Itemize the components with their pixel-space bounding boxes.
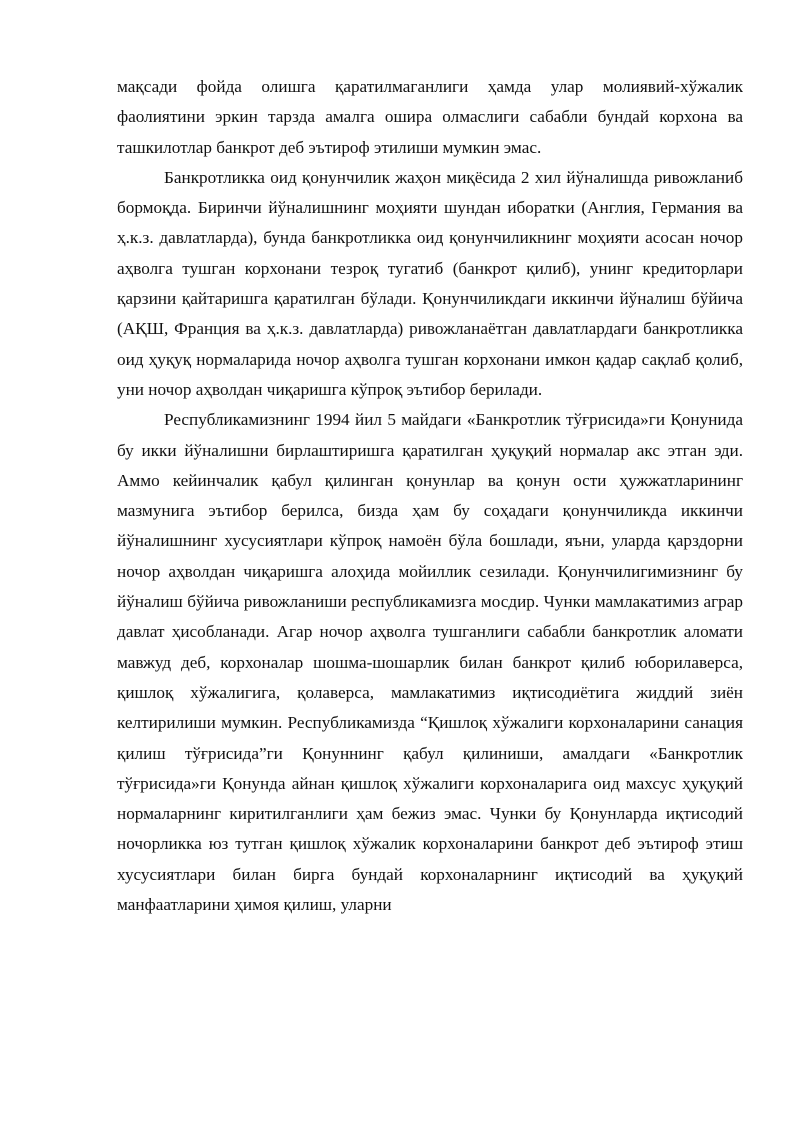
paragraph-bankruptcy-directions: Банкротликка оид қонунчилик жаҳон миқёсида 2 хил йўналишда ривожланиб бормоқда. Биринчи йўналишнинг моҳияти шундан иборатки (Англия, Германия ва ҳ.к.з. давлатларда), бунда банкротликка оид қонунчиликнинг моҳияти асосан ночор аҳволга тушган корхонани тезроқ тугатиб (банкрот қилиб), унинг кредиторлари қарзини қайтаришга қаратилган бўлади. Қонунчиликдаги иккинчи йўналиш бўйича (АҚШ, Франция ва ҳ.к.з. давлатларда) ривожланаётган давлатлардаги банкротликка оид ҳуқуқ нормаларида ночор аҳволга тушган корхонани имкон қадар сақлаб қолиб, уни ночор аҳволдан чиқаришга кўпроқ эътибор берилади. <box>117 167 743 399</box>
paragraph-continuation: мақсади фойда олишга қаратилмаганлиги ҳамда улар молиявий-хўжалик фаолиятини эркин тарзда амалга ошира олмаслиги сабабли бундай корхона ва ташкилотлар банкрот деб эътироф этилиши мумкин эмас. <box>117 77 743 157</box>
document-page <box>117 72 743 920</box>
paragraph-republic-law: Республикамизнинг 1994 йил 5 майдаги «Банкротлик тўғрисида»ги Қонунида бу икки йўналишни бирлаштиришга қаратилган ҳуқуқий нормалар акс этган эди. Аммо кейинчалик қабул қилинган қонунлар ва қонун ости ҳужжатларининг мазмунига эътибор берилса, бизда ҳам бу соҳадаги қонунчиликда иккинчи йўналишнинг хусусиятлари кўпроқ намоён бўла бошлади, яъни, уларда қарздорни ночор аҳволдан чиқаришга алоҳида мойиллик сезилади. Қонунчилигимизнинг бу йўналиш бўйича ривожланиши республикамизга мосдир. Чунки мамлакатимиз аграр давлат ҳисобланади. Агар ночор аҳволга тушганлиги сабабли банкротлик аломати мавжуд деб, корхоналар шошма-шошарлик билан банкрот қилиб юборилаверса, қишлоқ хўжалигига, қолаверса, мамлакатимиз иқтисодиётига жиддий зиён келтирилиши мумкин. Республикамизда “Қишлоқ хўжалиги корхоналарини санация қилиш тўғрисида”ги Қонуннинг қабул қилиниши, амалдаги «Банкротлик тўғрисида»ги Қонунда айнан қишлоқ хўжалиги корхоналарига оид махсус ҳуқуқий нормаларнинг киритилганлиги ҳам бежиз эмас. Чунки бу Қонунларда иқтисодий ночорликка юз тутган қишлоқ хўжалик корхоналарини банкрот деб эътироф этиш хусусиятлари билан бирга бундай корхоналарнинг иқтисодий ва ҳуқуқий манфаатларини ҳимоя қилиш, уларни <box>117 410 743 915</box>
